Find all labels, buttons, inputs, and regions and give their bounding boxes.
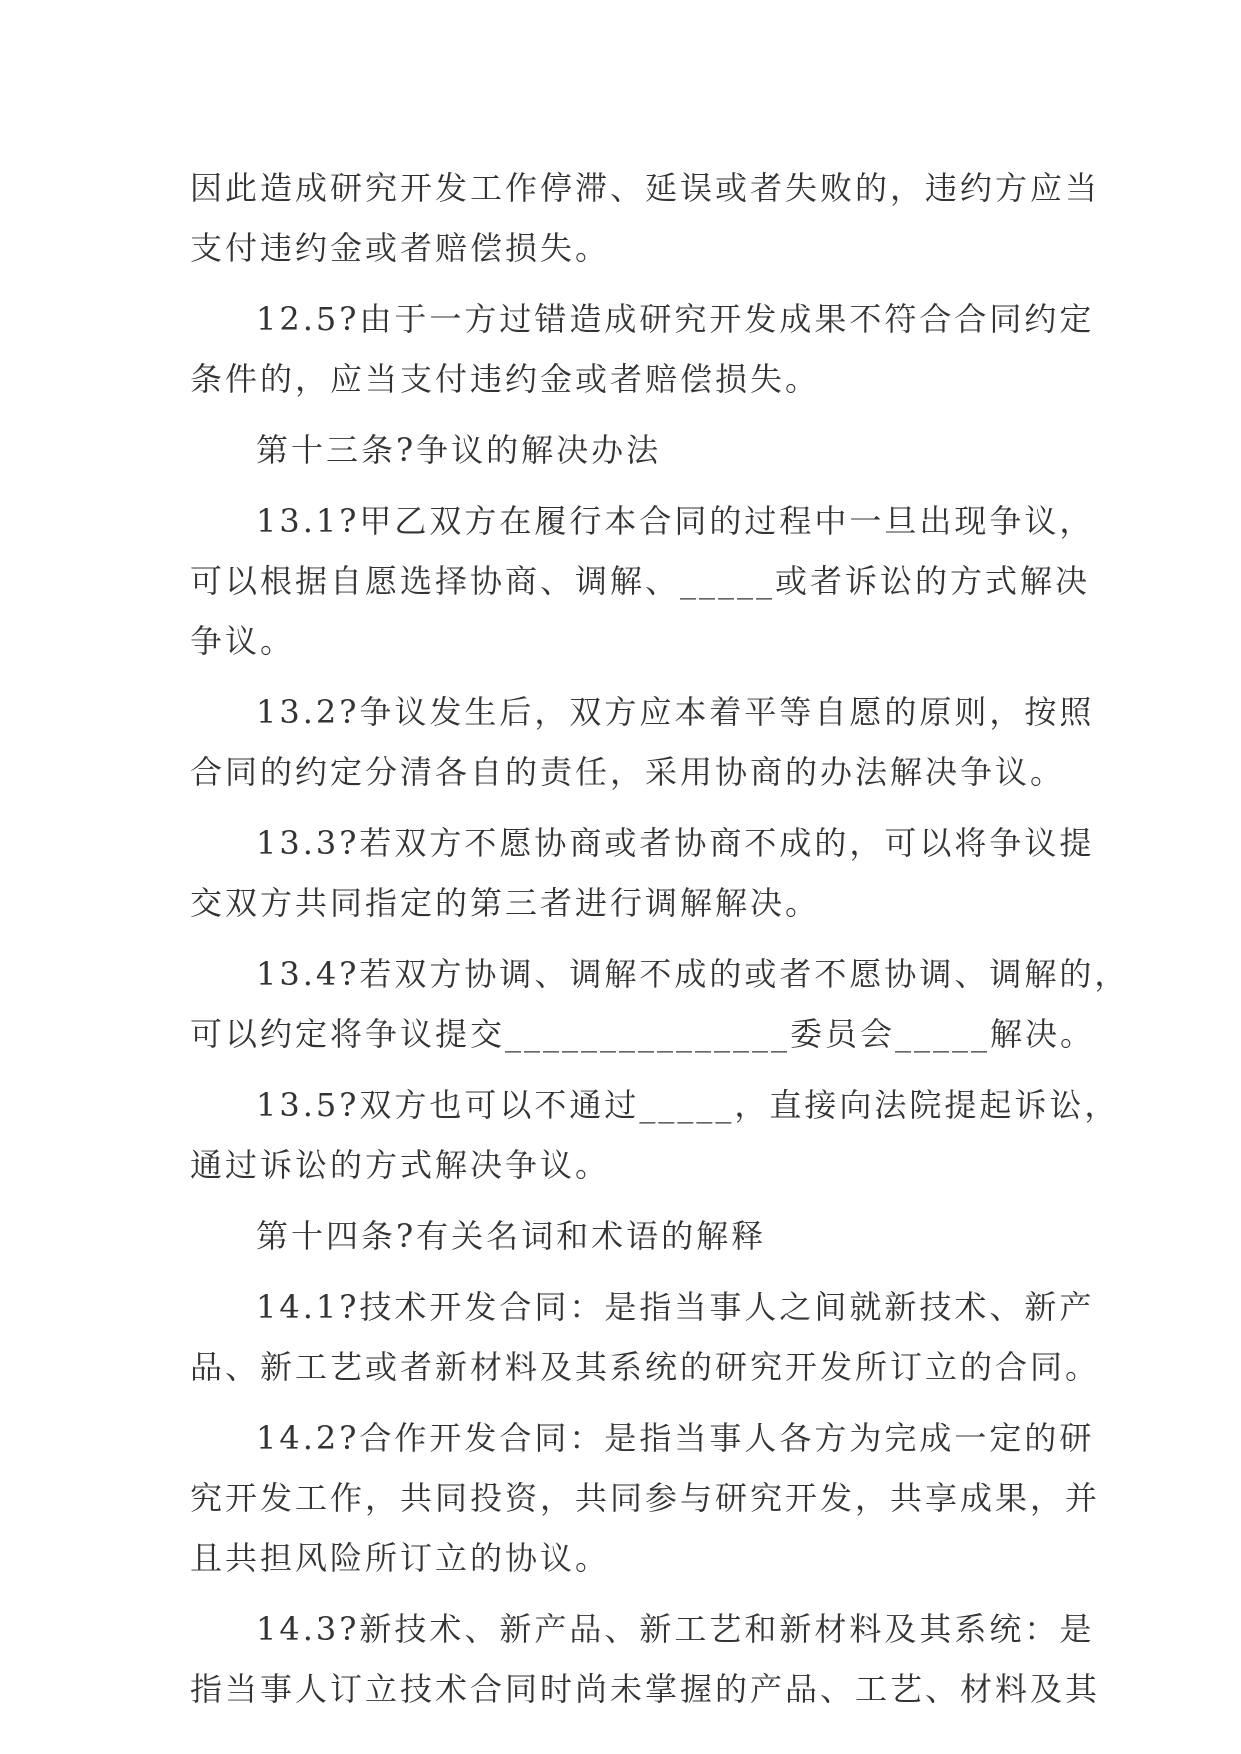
clause-13-5: 13.5?双方也可以不通过_____，直接向法院提起诉讼， [256, 1086, 1120, 1124]
document-body [190, 158, 1130, 1719]
text-line: 争议。 [190, 622, 296, 660]
text-line: 通过诉讼的方式解决争议。 [190, 1146, 611, 1184]
clause-14-1: 14.1?技术开发合同：是指当事人之间就新技术、新产 [256, 1288, 1095, 1326]
clause-13-4: 13.4?若双方协调、调解不成的或者不愿协调、调解的， [256, 955, 1130, 993]
text-line: 可以根据自愿选择协商、调解、_____或者诉讼的方式解决 [190, 562, 1091, 600]
clause-13-2: 13.2?争议发生后，双方应本着平等自愿的原则，按照 [256, 693, 1095, 731]
text-line: 交双方共同指定的第三者进行调解解决。 [190, 884, 821, 922]
text-line: 指当事人订立技术合同时尚未掌握的产品、工艺、材料及其 [190, 1670, 1101, 1708]
text-line: 可以约定将争议提交_______________委员会_____解决。 [190, 1015, 1096, 1053]
text-line: 条件的，应当支付违约金或者赔偿损失。 [190, 360, 821, 398]
text-line: 究开发工作，共同投资，共同参与研究开发，共享成果，并 [190, 1479, 1101, 1517]
text-line: 且共担风险所订立的协议。 [190, 1539, 611, 1577]
clause-13-1: 13.1?甲乙双方在履行本合同的过程中一旦出现争议， [256, 502, 1095, 540]
text-line: 支付违约金或者赔偿损失。 [190, 229, 611, 267]
text-line: 品、新工艺或者新材料及其系统的研究开发所订立的合同。 [190, 1348, 1101, 1386]
text-line: 合同的约定分清各自的责任，采用协商的办法解决争议。 [190, 753, 1066, 791]
clause-13-3: 13.3?若双方不愿协商或者协商不成的，可以将争议提 [256, 824, 1095, 862]
text-line: 因此造成研究开发工作停滞、延误或者失败的，违约方应当 [190, 169, 1101, 207]
article-13-heading: 第十三条?争议的解决办法 [256, 431, 662, 469]
clause-14-3: 14.3?新技术、新产品、新工艺和新材料及其系统：是 [256, 1610, 1095, 1648]
clause-14-2: 14.2?合作开发合同：是指当事人各方为完成一定的研 [256, 1419, 1095, 1457]
clause-12-5: 12.5?由于一方过错造成研究开发成果不符合合同约定 [256, 300, 1095, 338]
article-14-heading: 第十四条?有关名词和术语的解释 [256, 1217, 767, 1255]
